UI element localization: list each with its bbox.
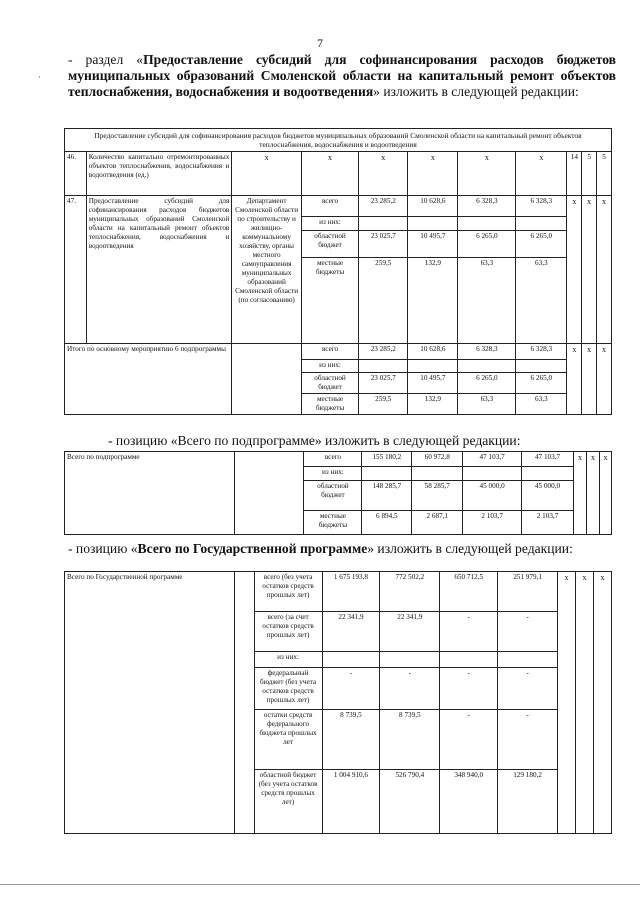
value: 60 972,8	[412, 452, 463, 467]
value: 22 341,9	[380, 612, 440, 652]
value: 259,5	[359, 394, 408, 415]
row-number: 46.	[65, 152, 87, 196]
value: -	[498, 710, 558, 770]
value: -	[322, 668, 380, 710]
table-row	[65, 572, 612, 612]
total-name: Всего по Государственной программе	[65, 572, 235, 834]
value: 63,3	[516, 258, 567, 344]
cell: х	[232, 152, 302, 196]
paragraph-tail: » изложить в следующей редакции:	[367, 541, 573, 556]
cell: х	[582, 344, 597, 415]
funding-label: местные бюджеты	[301, 394, 358, 415]
value: 10 628,6	[408, 344, 458, 360]
paragraph-lead: - раздел «	[68, 52, 144, 67]
value: -	[440, 668, 498, 710]
indicator-name: Количество капитально отремонтированных объектов теплоснабжения, водоснабжения и водоотведения (ед.)	[86, 152, 232, 196]
value: 23 025,7	[359, 373, 408, 394]
value: 2 103,7	[522, 511, 574, 535]
value: 10 495,7	[408, 373, 458, 394]
value: 2 103,7	[463, 511, 522, 535]
cell: х	[301, 152, 358, 196]
funding-label: местные бюджеты	[301, 258, 358, 344]
value: -	[380, 668, 440, 710]
value: 45 000,0	[522, 481, 574, 511]
funding-label: всего (без учета остатков средств прошлых лет)	[254, 572, 322, 612]
cell: х	[586, 452, 599, 535]
cell: х	[575, 572, 593, 834]
table-caption: Предоставление субсидий для софинансирования расходов бюджетов муниципальных образований Смоленской области на капитальный ремонт объектов теплоснабжения, водоснабжения и водоотведения	[65, 129, 612, 152]
value: 10 495,7	[408, 231, 458, 258]
paragraph-program-total	[68, 541, 616, 557]
cell: х	[582, 196, 597, 344]
measure-name: Предоставление субсидий для софинансирования расходов бюджетов муниципальных образований Смоленской области на капитальный ремонт объектов теплоснабжения, водоснабжения и водоотведения	[86, 196, 232, 344]
value: 1 675 193,8	[322, 572, 380, 612]
value: 6 894,5	[362, 511, 412, 535]
row-number: 47.	[65, 196, 87, 344]
value: 6 328,3	[516, 344, 567, 360]
value: -	[440, 612, 498, 652]
value: 148 285,7	[362, 481, 412, 511]
value: 348 940,0	[440, 770, 498, 834]
value: 259,5	[359, 258, 408, 344]
value: 8 739,5	[322, 710, 380, 770]
value: -	[498, 612, 558, 652]
value: 8 739,5	[380, 710, 440, 770]
funding-label: остатки средств федерального бюджета прошлых лет	[254, 710, 322, 770]
value: 155 180,2	[362, 452, 412, 467]
executor: Департамент Смоленской области по строительству и жилищно-коммунальному хозяйству, органы местного самоуправления муниципальных образований Смоленской области (по согласованию)	[232, 196, 302, 344]
value: 132,9	[408, 258, 458, 344]
funding-label: всего	[301, 344, 358, 360]
value: 22 341,9	[322, 612, 380, 652]
funding-label: областной бюджет	[301, 373, 358, 394]
table-row	[65, 152, 612, 196]
funding-label: областной бюджет	[301, 231, 358, 258]
cell: х	[408, 152, 458, 196]
funding-label: из них:	[301, 217, 358, 231]
funding-label: всего	[301, 196, 358, 217]
table-row	[65, 196, 612, 217]
value: 526 790,4	[380, 770, 440, 834]
cell: х	[599, 452, 611, 535]
cell: х	[567, 196, 582, 344]
value: 650 712,5	[440, 572, 498, 612]
value: 10 628,6	[408, 196, 458, 217]
value: 47 103,7	[463, 452, 522, 467]
paragraph-lead: - позицию «	[68, 541, 138, 556]
value: 6 265,0	[458, 231, 516, 258]
funding-label: федеральный бюджет (без учета остатков средств прошлых лет)	[254, 668, 322, 710]
subprogram-total-table	[64, 451, 612, 535]
value: 63,3	[458, 258, 516, 344]
cell: 5	[597, 152, 612, 196]
funding-label: всего	[304, 452, 362, 467]
page-bottom-rule	[0, 884, 640, 885]
cell: х	[567, 344, 582, 415]
value: 23 285,2	[359, 196, 408, 217]
value: -	[498, 668, 558, 710]
cell: х	[516, 152, 567, 196]
margin-mark: ·	[38, 72, 41, 82]
value: 23 285,2	[359, 344, 408, 360]
value: 132,9	[408, 394, 458, 415]
funding-label: местные бюджеты	[304, 511, 362, 535]
paragraph-subprogram-total: - позицию «Всего по подпрограмме» изложить в следующей редакции:	[108, 433, 521, 448]
value: 6 265,0	[516, 373, 567, 394]
funding-label: из них:	[254, 652, 322, 668]
section-table	[64, 128, 612, 415]
value: -	[440, 710, 498, 770]
cell: 5	[582, 152, 597, 196]
value: 6 265,0	[458, 373, 516, 394]
cell: х	[558, 572, 576, 834]
funding-label: областной бюджет (без учета остатков средств прошлых лет)	[254, 770, 322, 834]
table-row	[65, 344, 612, 360]
value: 23 025,7	[359, 231, 408, 258]
funding-label: всего (за счет остатков средств прошлых лет)	[254, 612, 322, 652]
value: 772 502,2	[380, 572, 440, 612]
value: 6 328,3	[516, 196, 567, 217]
cell: х	[573, 452, 586, 535]
value: 63,3	[458, 394, 516, 415]
value: 45 000,0	[463, 481, 522, 511]
value: 6 328,3	[458, 196, 516, 217]
value: 6 328,3	[458, 344, 516, 360]
paragraph-section-intro	[68, 52, 616, 100]
cell: х	[593, 572, 611, 834]
funding-label: из них:	[304, 467, 362, 481]
cell: х	[458, 152, 516, 196]
cell: х	[597, 344, 612, 415]
cell: 14	[567, 152, 582, 196]
value: 2 687,1	[412, 511, 463, 535]
section-title: Предоставление субсидий для софинансирования расходов бюджетов муниципальных образований Смоленской области на капитальный ремонт объектов теплоснабжения, водоснабжения и водоотведения	[68, 52, 616, 99]
value: 58 285,7	[412, 481, 463, 511]
paragraph-tail: » изложить в следующей редакции:	[373, 84, 579, 99]
value: 1 004 910,6	[322, 770, 380, 834]
value: 129 180,2	[498, 770, 558, 834]
value: 6 265,0	[516, 231, 567, 258]
value: 251 979,1	[498, 572, 558, 612]
total-name: Всего по подпрограмме	[65, 452, 235, 535]
value: 47 103,7	[522, 452, 574, 467]
cell: х	[359, 152, 408, 196]
position-title: Всего по Государственной программе	[137, 541, 368, 556]
subtotal-name: Итого по основному мероприятию 6 подпрограммы	[65, 344, 232, 415]
funding-label: областной бюджет	[304, 481, 362, 511]
funding-label: из них:	[301, 360, 358, 373]
cell: х	[597, 196, 612, 344]
table-row	[65, 452, 612, 467]
value: 63,3	[516, 394, 567, 415]
program-total-table	[64, 571, 612, 834]
page-number: 7	[317, 36, 323, 50]
